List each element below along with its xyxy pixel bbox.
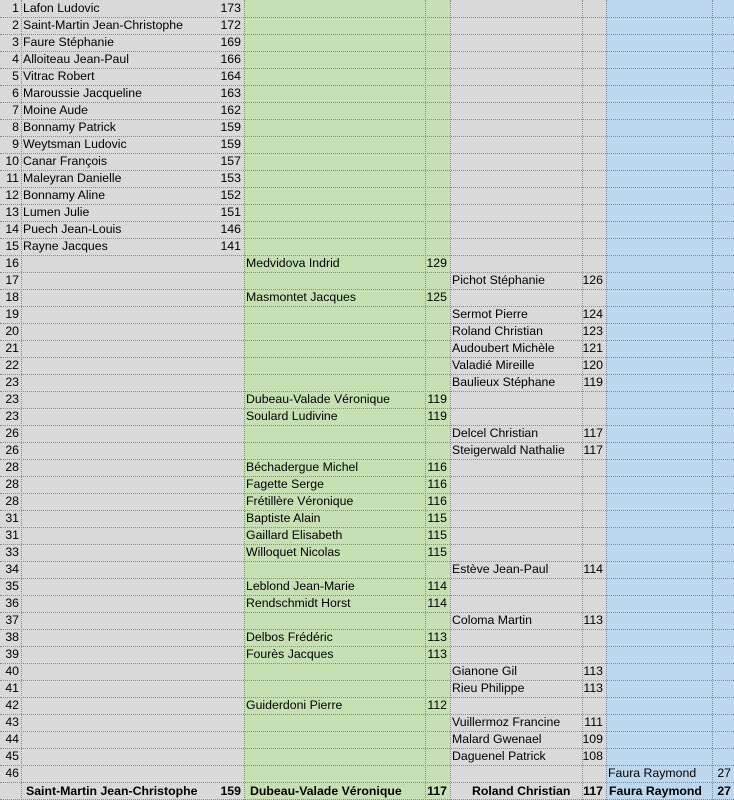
g3-score-cell[interactable]: 113: [583, 681, 603, 695]
g2-name-cell[interactable]: Soulard Ludivine: [246, 409, 338, 423]
g3-name-cell[interactable]: Baulieux Stéphane: [452, 375, 556, 389]
g1-name-cell[interactable]: Faure Stéphanie: [23, 35, 114, 49]
g3-score-cell[interactable]: 117: [583, 426, 603, 440]
g1-name-cell[interactable]: Puech Jean-Louis: [23, 222, 122, 236]
rank-cell[interactable]: 8: [12, 120, 19, 134]
rank-cell[interactable]: 4: [12, 52, 19, 66]
g3-score-cell[interactable]: 117: [583, 443, 603, 457]
g2-name-cell[interactable]: Medvidova Indrid: [246, 256, 340, 270]
rank-cell[interactable]: 9: [12, 137, 19, 151]
g1-score-cell[interactable]: 159: [220, 137, 241, 151]
g1-score-cell[interactable]: 152: [220, 188, 241, 202]
g2-name-cell[interactable]: Guiderdoni Pierre: [246, 698, 343, 712]
g2-name-cell[interactable]: Delbos Frédéric: [246, 630, 333, 644]
rank-cell[interactable]: 33: [5, 545, 19, 559]
rank-cell[interactable]: 46: [5, 766, 19, 780]
g1-name-cell[interactable]: Vitrac Robert: [23, 69, 95, 83]
g2-name-cell[interactable]: Béchadergue Michel: [246, 460, 359, 474]
g2-name-cell[interactable]: Fourès Jacques: [246, 647, 334, 661]
g1-name-cell[interactable]: Bonnamy Aline: [23, 188, 106, 202]
g4-score-cell[interactable]: 27: [717, 766, 731, 780]
g2-score-cell[interactable]: 115: [427, 528, 447, 542]
row-gridline: [0, 527, 734, 528]
row-gridline: [0, 374, 734, 375]
rank-cell[interactable]: 28: [5, 477, 19, 491]
column-gridline: [606, 0, 607, 800]
rank-cell[interactable]: 20: [5, 324, 19, 338]
row-gridline: [0, 731, 734, 732]
g1-score-cell[interactable]: 157: [220, 154, 241, 168]
g1-name-cell[interactable]: Maroussie Jacqueline: [23, 86, 142, 100]
row-gridline: [0, 340, 734, 341]
g3-score-cell[interactable]: 123: [582, 324, 603, 338]
rank-cell[interactable]: 18: [5, 290, 19, 304]
row-gridline: [0, 459, 734, 460]
column-gridline: [712, 0, 713, 800]
g1-score-cell[interactable]: 166: [220, 52, 241, 66]
g3-score-cell[interactable]: 113: [583, 613, 603, 627]
g2-score-cell[interactable]: 129: [426, 256, 447, 270]
row-gridline: [0, 238, 734, 239]
row-gridline: [0, 544, 734, 545]
rank-cell[interactable]: 22: [5, 358, 19, 372]
g2-score-cell[interactable]: 125: [426, 290, 447, 304]
g1-score-cell[interactable]: 141: [220, 239, 241, 253]
row-gridline: [0, 612, 734, 613]
row-gridline: [0, 629, 734, 630]
summary-g3-name[interactable]: Roland Christian: [472, 784, 571, 798]
g3-score-cell[interactable]: 113: [583, 664, 603, 678]
g2-name-cell[interactable]: Baptiste Alain: [246, 511, 321, 525]
rank-cell[interactable]: 3: [12, 35, 19, 49]
g2-score-cell[interactable]: 112: [427, 698, 447, 712]
g3-score-cell[interactable]: 114: [583, 562, 603, 576]
row-gridline: [0, 697, 734, 698]
g2-score-cell[interactable]: 115: [427, 545, 447, 559]
rank-cell[interactable]: 21: [5, 341, 19, 355]
summary-g3-score[interactable]: 117: [583, 784, 603, 798]
g1-name-cell[interactable]: Bonnamy Patrick: [23, 120, 116, 134]
rank-cell[interactable]: 40: [5, 664, 19, 678]
rank-cell[interactable]: 44: [5, 732, 19, 746]
rank-cell[interactable]: 1: [12, 1, 19, 15]
row-gridline: [0, 425, 734, 426]
g3-score-cell[interactable]: 120: [582, 358, 603, 372]
row-gridline: [0, 255, 734, 256]
g3-name-cell[interactable]: Roland Christian: [452, 324, 543, 338]
g1-score-cell[interactable]: 146: [220, 222, 241, 236]
row-gridline: [0, 323, 734, 324]
row-gridline: [0, 714, 734, 715]
g3-name-cell[interactable]: Sermot Pierre: [452, 307, 528, 321]
g2-score-cell[interactable]: 114: [427, 579, 447, 593]
rank-cell[interactable]: 31: [5, 511, 19, 525]
row-gridline: [0, 442, 734, 443]
row-gridline: [0, 408, 734, 409]
rank-cell[interactable]: 23: [5, 375, 19, 389]
g3-score-cell[interactable]: 108: [582, 749, 603, 763]
row-gridline: [0, 663, 734, 664]
rank-cell[interactable]: 43: [5, 715, 19, 729]
g1-name-cell[interactable]: Alloiteau Jean-Paul: [23, 52, 129, 66]
rank-cell[interactable]: 35: [5, 579, 19, 593]
g1-score-cell[interactable]: 151: [220, 205, 241, 219]
g3-score-cell[interactable]: 121: [582, 341, 603, 355]
g2-score-cell[interactable]: 119: [427, 392, 447, 406]
g3-name-cell[interactable]: Pichot Stéphanie: [452, 273, 545, 287]
rank-cell[interactable]: 11: [6, 171, 19, 185]
g1-score-cell[interactable]: 159: [220, 120, 241, 134]
g2-name-cell[interactable]: Rendschmidt Horst: [246, 596, 351, 610]
rank-cell[interactable]: 6: [12, 86, 19, 100]
rank-cell[interactable]: 31: [5, 528, 19, 542]
g2-name-cell[interactable]: Leblond Jean-Marie: [246, 579, 355, 593]
row-gridline: [0, 357, 734, 358]
g3-score-cell[interactable]: 126: [582, 273, 603, 287]
g2-name-cell[interactable]: Masmontet Jacques: [246, 290, 357, 304]
rank-cell[interactable]: 17: [5, 273, 19, 287]
summary-g1-score[interactable]: 159: [220, 784, 241, 798]
g1-score-cell[interactable]: 169: [220, 35, 241, 49]
g1-name-cell[interactable]: Lafon Ludovic: [23, 1, 100, 15]
summary-g4-score[interactable]: 27: [717, 784, 731, 798]
row-gridline: [0, 102, 734, 103]
rank-cell[interactable]: 28: [5, 460, 19, 474]
g2-name-cell[interactable]: Fagette Serge: [246, 477, 324, 491]
summary-g2-name[interactable]: Dubeau-Valade Véronique: [250, 784, 402, 798]
g1-name-cell[interactable]: Weytsman Ludovic: [23, 137, 127, 151]
row-gridline: [0, 646, 734, 647]
summary-g1-name[interactable]: Saint-Martin Jean-Christophe: [26, 784, 198, 798]
g1-score-cell[interactable]: 164: [220, 69, 241, 83]
rank-cell[interactable]: 23: [5, 409, 19, 423]
row-gridline: [0, 476, 734, 477]
g3-name-cell[interactable]: Coloma Martin: [452, 613, 532, 627]
summary-g2-score[interactable]: 117: [427, 784, 447, 798]
row-gridline: [0, 306, 734, 307]
rank-cell[interactable]: 37: [5, 613, 19, 627]
row-gridline: [0, 187, 734, 188]
rank-cell[interactable]: 28: [5, 494, 19, 508]
g3-name-cell[interactable]: Gianone Gil: [452, 664, 517, 678]
rank-cell[interactable]: 15: [5, 239, 19, 253]
row-gridline: [0, 680, 734, 681]
g2-score-cell[interactable]: 113: [427, 647, 447, 661]
g4-name-cell[interactable]: Faura Raymond: [608, 766, 697, 780]
g3-score-cell[interactable]: 111: [584, 715, 603, 729]
g2-score-cell[interactable]: 119: [427, 409, 447, 423]
column-gridline: [450, 0, 451, 800]
g2-score-cell[interactable]: 115: [427, 511, 447, 525]
rank-cell[interactable]: 36: [5, 596, 19, 610]
g2-score-cell[interactable]: 113: [427, 630, 447, 644]
row-gridline: [0, 153, 734, 154]
g1-name-cell[interactable]: Saint-Martin Jean-Christophe: [23, 18, 183, 32]
rank-cell[interactable]: 26: [5, 426, 19, 440]
rank-cell[interactable]: 12: [5, 188, 19, 202]
g3-score-cell[interactable]: 109: [582, 732, 603, 746]
g2-score-cell[interactable]: 116: [427, 477, 447, 491]
rank-cell[interactable]: 34: [5, 562, 19, 576]
g3-name-cell[interactable]: Vuillermoz Francine: [452, 715, 561, 729]
rank-cell[interactable]: 10: [5, 154, 19, 168]
row-gridline: [0, 561, 734, 562]
rank-cell[interactable]: 19: [5, 307, 19, 321]
g3-name-cell[interactable]: Malard Gwenael: [452, 732, 542, 746]
g2-name-cell[interactable]: Gaillard Elisabeth: [246, 528, 343, 542]
row-gridline: [0, 493, 734, 494]
rank-cell[interactable]: 42: [5, 698, 19, 712]
g2-score-cell[interactable]: 116: [427, 494, 447, 508]
summary-g4-name[interactable]: Faura Raymond: [609, 784, 702, 798]
row-gridline: [0, 748, 734, 749]
g3-name-cell[interactable]: Delcel Christian: [452, 426, 539, 440]
g1-score-cell[interactable]: 153: [220, 171, 241, 185]
g3-name-cell[interactable]: Estève Jean-Paul: [452, 562, 549, 576]
row-gridline: [0, 578, 734, 579]
g3-score-cell[interactable]: 124: [582, 307, 603, 321]
rank-cell[interactable]: 13: [5, 205, 19, 219]
rank-cell[interactable]: 23: [5, 392, 19, 406]
row-gridline: [0, 68, 734, 69]
g1-name-cell[interactable]: Moine Aude: [23, 103, 88, 117]
g2-name-cell[interactable]: Willoquet Nicolas: [246, 545, 341, 559]
rank-cell[interactable]: 16: [5, 256, 19, 270]
rank-cell[interactable]: 39: [5, 647, 19, 661]
rank-cell[interactable]: 45: [5, 749, 19, 763]
g1-name-cell[interactable]: Maleyran Danielle: [23, 171, 122, 185]
column-gridline: [21, 0, 22, 800]
rank-cell[interactable]: 2: [12, 18, 19, 32]
g1-score-cell[interactable]: 173: [220, 1, 241, 15]
rank-cell[interactable]: 26: [5, 443, 19, 457]
g1-name-cell[interactable]: Rayne Jacques: [23, 239, 108, 253]
g2-score-cell[interactable]: 114: [427, 596, 447, 610]
column-gridline: [244, 0, 245, 800]
g1-score-cell[interactable]: 163: [220, 86, 241, 100]
g2-score-cell[interactable]: 116: [427, 460, 447, 474]
g1-name-cell[interactable]: Canar François: [23, 154, 108, 168]
rank-cell[interactable]: 41: [5, 681, 19, 695]
row-gridline: [0, 204, 734, 205]
g2-name-cell[interactable]: Frétillère Véronique: [246, 494, 354, 508]
g1-name-cell[interactable]: Lumen Julie: [23, 205, 90, 219]
row-gridline: [0, 272, 734, 273]
row-gridline: [0, 289, 734, 290]
g3-name-cell[interactable]: Steigerwald Nathalie: [452, 443, 565, 457]
g3-score-cell[interactable]: 119: [583, 375, 603, 389]
rank-cell[interactable]: 5: [12, 69, 19, 83]
rank-cell[interactable]: 7: [12, 103, 19, 117]
rank-cell[interactable]: 38: [5, 630, 19, 644]
g2-name-cell[interactable]: Dubeau-Valade Véronique: [246, 392, 391, 406]
rank-cell[interactable]: 14: [5, 222, 19, 236]
g3-name-cell[interactable]: Daguenel Patrick: [452, 749, 546, 763]
row-gridline: [0, 595, 734, 596]
g1-score-cell[interactable]: 162: [220, 103, 241, 117]
g3-name-cell[interactable]: Audoubert Michèle: [452, 341, 555, 355]
g3-name-cell[interactable]: Valadié Mireille: [452, 358, 535, 372]
g1-score-cell[interactable]: 172: [220, 18, 241, 32]
g3-name-cell[interactable]: Rieu Philippe: [452, 681, 525, 695]
row-gridline: [0, 510, 734, 511]
